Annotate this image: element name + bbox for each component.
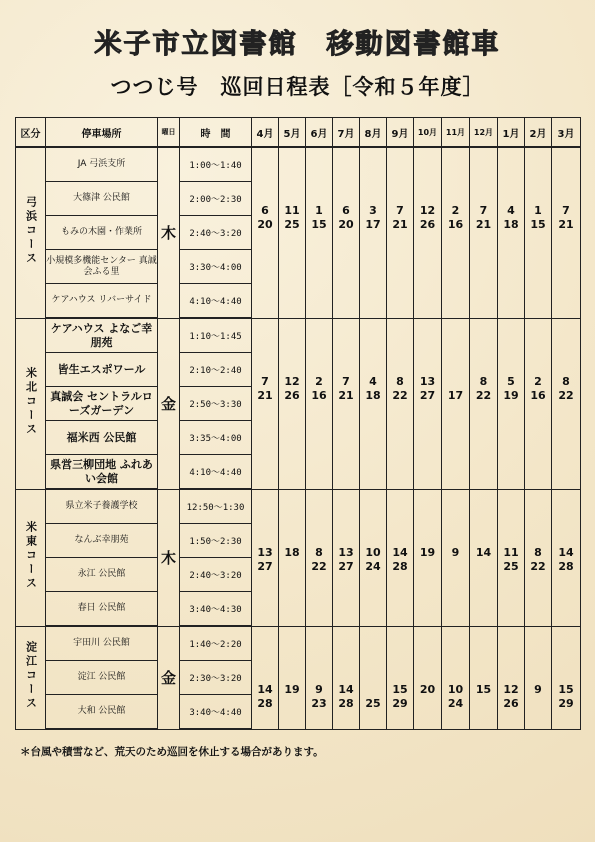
first-visit-date: 2: [451, 204, 460, 217]
header-month: 1月: [498, 118, 525, 148]
second-visit-date: [279, 560, 305, 590]
stop-name: 大篠津 公民館: [46, 182, 158, 216]
first-visit-date: 8: [479, 374, 488, 388]
second-visit-date: 21: [392, 218, 408, 231]
month-cell: [387, 147, 414, 318]
stop-time: 12:50〜1:30: [180, 489, 252, 524]
second-visit-date: 26: [503, 696, 519, 710]
page-title: 米子市立図書館 移動図書館車: [94, 29, 501, 60]
second-visit-date: 28: [392, 559, 408, 573]
month-cell: [279, 318, 306, 489]
stop-name: ケアハウス よなご幸朋苑: [46, 318, 158, 353]
first-visit-date: 7: [261, 374, 269, 388]
first-visit-date: 7: [479, 204, 488, 217]
month-cell: [552, 318, 581, 489]
header-month: 11月: [442, 118, 470, 148]
second-visit-date: [414, 560, 441, 590]
month-cell: [470, 489, 498, 626]
stop-time: 3:35〜4:00: [180, 421, 252, 455]
first-visit-date: 12: [503, 682, 519, 696]
stop-time: 3:30〜4:00: [180, 250, 252, 284]
header-area: 区分: [16, 118, 46, 148]
stop-time: 2:40〜3:20: [180, 216, 252, 250]
second-visit-date: 27: [257, 559, 273, 573]
header-month: 4月: [252, 118, 279, 148]
stop-name: ケアハウス リバーサイド: [46, 284, 158, 319]
month-cell: [360, 147, 387, 318]
table-row: [16, 318, 581, 353]
first-visit-date: 13: [338, 545, 354, 559]
table-row: [16, 489, 581, 524]
stop-time: 4:10〜4:40: [180, 455, 252, 490]
first-visit-date: 15: [392, 682, 408, 696]
month-cell: [252, 626, 279, 729]
header-time: 時 間: [180, 118, 252, 148]
second-visit-date: 24: [365, 559, 381, 573]
first-visit-date: 10: [447, 682, 464, 696]
header-month: 12月: [470, 118, 498, 148]
second-visit-date: 27: [419, 388, 436, 402]
stop-name: なんぶ幸朋苑: [46, 524, 158, 558]
first-visit-date: 19: [419, 545, 436, 559]
second-visit-date: 22: [558, 388, 574, 402]
month-cell: [387, 489, 414, 626]
second-visit-date: 27: [338, 559, 354, 573]
second-visit-date: [470, 697, 497, 727]
course-name: 弓浜コース: [24, 195, 38, 266]
month-cell: [552, 147, 581, 318]
second-visit-date: 18: [365, 388, 381, 402]
course-cell: [16, 318, 46, 489]
month-cell: [498, 489, 525, 626]
first-visit-date: 2: [315, 374, 323, 388]
second-visit-date: 16: [311, 388, 327, 402]
stop-name: 県立米子養護学校: [46, 489, 158, 524]
first-visit-date: 9: [315, 682, 323, 696]
first-visit-date: 5: [507, 374, 515, 388]
month-cell: [525, 147, 552, 318]
first-visit-date: 10: [365, 545, 381, 559]
stop-time: 1:10〜1:45: [180, 318, 252, 353]
month-cell: [306, 626, 333, 729]
month-cell: [552, 626, 581, 729]
header-month: 7月: [333, 118, 360, 148]
weekday-cell: 金: [158, 318, 180, 489]
first-visit-date: 9: [451, 545, 460, 559]
month-cell: [333, 626, 360, 729]
month-cell: [360, 626, 387, 729]
second-visit-date: 24: [447, 696, 464, 710]
header-month: 10月: [414, 118, 442, 148]
second-visit-date: 21: [475, 218, 492, 231]
first-visit-date: 11: [284, 204, 300, 217]
first-visit-date: 14: [338, 682, 354, 696]
first-visit-date: 4: [369, 374, 377, 388]
stop-time: 2:00〜2:30: [180, 182, 252, 216]
month-cell: [442, 318, 470, 489]
second-visit-date: [470, 560, 497, 590]
second-visit-date: [442, 560, 469, 590]
month-cell: [498, 626, 525, 729]
first-visit-date: 7: [562, 204, 570, 217]
first-visit-date: 6: [261, 204, 269, 217]
header-weekday: 曜日: [158, 118, 180, 148]
second-visit-date: 25: [503, 559, 519, 573]
first-visit-date: 2: [534, 374, 542, 388]
stop-name: 大和 公民館: [46, 695, 158, 730]
first-visit-date: 19: [284, 682, 300, 696]
month-cell: [414, 489, 442, 626]
page-subtitle: つつじ号 巡回日程表［令和５年度］: [110, 75, 485, 99]
month-cell: [470, 147, 498, 318]
stop-name: 永江 公民館: [46, 558, 158, 592]
month-cell: [552, 489, 581, 626]
second-visit-date: 16: [447, 218, 464, 231]
first-visit-date: 3: [369, 204, 377, 217]
second-visit-date: 28: [338, 696, 354, 710]
first-visit-date: 13: [257, 545, 273, 559]
second-visit-date: 17: [447, 388, 464, 402]
stop-time: 4:10〜4:40: [180, 284, 252, 319]
month-cell: [387, 626, 414, 729]
month-cell: [442, 147, 470, 318]
month-cell: [414, 626, 442, 729]
header-stop: 停車場所: [46, 118, 158, 148]
second-visit-date: 25: [284, 218, 300, 231]
stop-time: 1:00〜1:40: [180, 147, 252, 182]
schedule-table: [15, 117, 581, 730]
second-visit-date: 28: [257, 696, 273, 710]
month-cell: [442, 626, 470, 729]
month-cell: [360, 489, 387, 626]
second-visit-date: 29: [392, 696, 408, 710]
second-visit-date: [525, 697, 551, 727]
first-visit-date: 11: [503, 545, 519, 559]
stop-time: 3:40〜4:30: [180, 592, 252, 627]
first-visit-date: 7: [396, 204, 404, 217]
second-visit-date: [279, 697, 305, 727]
stop-name: もみの木園・作業所: [46, 216, 158, 250]
header-month: 2月: [525, 118, 552, 148]
header-month: 6月: [306, 118, 333, 148]
first-visit-date: 8: [396, 374, 404, 388]
second-visit-date: 23: [311, 696, 327, 710]
stop-time: 1:50〜2:30: [180, 524, 252, 558]
course-cell: [16, 147, 46, 318]
first-visit-date: 8: [534, 545, 542, 559]
second-visit-date: 15: [311, 218, 327, 231]
month-cell: [279, 626, 306, 729]
second-visit-date: 15: [530, 218, 546, 231]
month-cell: [387, 318, 414, 489]
second-visit-date: [414, 697, 441, 727]
stop-name: 福米西 公民館: [46, 421, 158, 455]
course-name: 米東コース: [24, 520, 38, 591]
stop-time: 2:50〜3:30: [180, 387, 252, 421]
course-name: 米北コース: [24, 366, 38, 437]
first-visit-date: 14: [257, 682, 273, 696]
second-visit-date: 18: [503, 218, 519, 231]
first-visit-date: 7: [342, 374, 350, 388]
second-visit-date: 17: [365, 218, 381, 231]
month-cell: [333, 318, 360, 489]
month-cell: [279, 147, 306, 318]
first-visit-date: [360, 627, 386, 697]
first-visit-date: 8: [315, 545, 323, 559]
second-visit-date: 22: [475, 388, 492, 402]
weekday-cell: 金: [158, 626, 180, 729]
header-month: 5月: [279, 118, 306, 148]
second-visit-date: 26: [419, 218, 436, 231]
course-cell: [16, 626, 46, 729]
stop-name: 小規模多機能センター 真誠会ふる里: [46, 250, 158, 284]
table-row: [16, 626, 581, 661]
second-visit-date: 21: [257, 388, 273, 402]
month-cell: [525, 489, 552, 626]
second-visit-date: 16: [530, 388, 546, 402]
table-row: [16, 147, 581, 182]
month-cell: [414, 147, 442, 318]
first-visit-date: 14: [475, 545, 492, 559]
month-cell: [360, 318, 387, 489]
first-visit-date: 12: [284, 374, 300, 388]
month-cell: [498, 147, 525, 318]
first-visit-date: 1: [534, 204, 542, 217]
month-cell: [306, 318, 333, 489]
month-cell: [414, 318, 442, 489]
first-visit-date: 13: [419, 374, 436, 388]
month-cell: [279, 489, 306, 626]
second-visit-date: 25: [365, 696, 381, 710]
month-cell: [333, 147, 360, 318]
header-month: 3月: [552, 118, 581, 148]
first-visit-date: 6: [342, 204, 350, 217]
header-row: [16, 118, 581, 148]
month-cell: [252, 489, 279, 626]
stop-name: JA 弓浜支所: [46, 147, 158, 182]
stop-name: 皆生エスポワール: [46, 353, 158, 387]
footnote: ＊台風や積雪など、荒天のため巡回を休止する場合があります。: [20, 746, 324, 758]
first-visit-date: 14: [558, 545, 574, 559]
second-visit-date: 21: [338, 388, 354, 402]
header-month: 9月: [387, 118, 414, 148]
course-cell: [16, 489, 46, 626]
first-visit-date: 15: [475, 682, 492, 696]
stop-time: 2:10〜2:40: [180, 353, 252, 387]
first-visit-date: [442, 319, 469, 389]
stop-name: 県営三柳団地 ふれあい会館: [46, 455, 158, 490]
month-cell: [442, 489, 470, 626]
month-cell: [498, 318, 525, 489]
month-cell: [470, 318, 498, 489]
first-visit-date: 8: [562, 374, 570, 388]
stop-time: 1:40〜2:20: [180, 626, 252, 661]
second-visit-date: 22: [311, 559, 327, 573]
weekday-cell: 木: [158, 489, 180, 626]
month-cell: [470, 626, 498, 729]
second-visit-date: 28: [558, 559, 574, 573]
month-cell: [252, 318, 279, 489]
second-visit-date: 22: [530, 559, 546, 573]
month-cell: [306, 489, 333, 626]
first-visit-date: 20: [419, 682, 436, 696]
stop-time: 2:30〜3:20: [180, 661, 252, 695]
second-visit-date: 19: [503, 388, 519, 402]
first-visit-date: 9: [534, 682, 542, 696]
month-cell: [333, 489, 360, 626]
first-visit-date: 15: [558, 682, 574, 696]
stop-name: 春日 公民館: [46, 592, 158, 627]
first-visit-date: 12: [419, 204, 436, 217]
second-visit-date: 26: [284, 388, 300, 402]
month-cell: [306, 147, 333, 318]
second-visit-date: 20: [257, 218, 273, 231]
first-visit-date: 1: [315, 204, 323, 217]
stop-name: 宇田川 公民館: [46, 626, 158, 661]
month-cell: [525, 626, 552, 729]
stop-name: 真誠会 セントラルローズガーデン: [46, 387, 158, 421]
course-name: 淀江コース: [24, 640, 38, 711]
header-month: 8月: [360, 118, 387, 148]
first-visit-date: 14: [392, 545, 408, 559]
month-cell: [252, 147, 279, 318]
stop-time: 2:40〜3:20: [180, 558, 252, 592]
second-visit-date: 21: [558, 218, 574, 231]
first-visit-date: 18: [284, 545, 300, 559]
first-visit-date: 4: [507, 204, 515, 217]
second-visit-date: 20: [338, 218, 354, 231]
stop-name: 淀江 公民館: [46, 661, 158, 695]
weekday-cell: 木: [158, 147, 180, 318]
second-visit-date: 29: [558, 696, 574, 710]
stop-time: 3:40〜4:40: [180, 695, 252, 730]
month-cell: [525, 318, 552, 489]
second-visit-date: 22: [392, 388, 408, 402]
